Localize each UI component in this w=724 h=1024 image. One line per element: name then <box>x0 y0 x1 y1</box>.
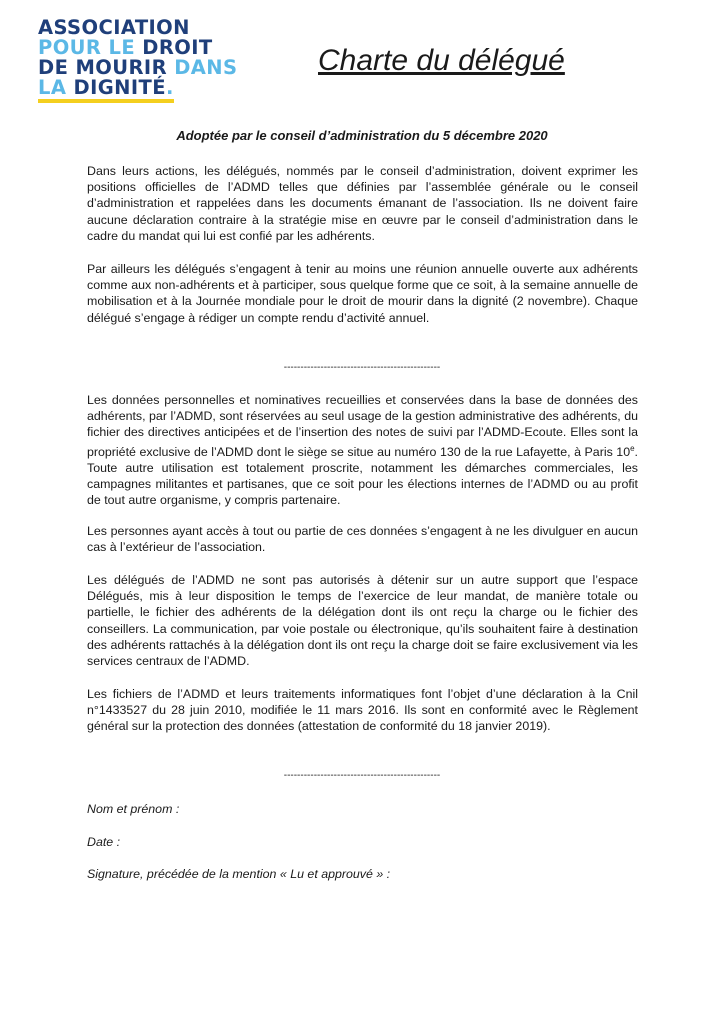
logo-underlined <box>38 76 174 103</box>
logo-line-2 <box>38 38 253 58</box>
logo-de-mourir: DE MOURIR <box>38 56 167 79</box>
paragraph-data-access: Les personnes ayant accès à tout ou partie de ces données s’engagent à ne les divulguer en aucun cas à l’extérieur de l’association. <box>87 524 638 555</box>
logo-pour-le: POUR LE <box>38 36 136 59</box>
paragraph-commitments: Par ailleurs les délégués s’engagent à tenir au moins une réunion annuelle ouverte aux adhérents comme aux non-adhérents et à participer, sous quelque forme que ce soit, à la semaine annuelle de mobilisation et à la Journée mondiale pour le droit de mourir dans la dignité (2 novembre). Chaque délégué s’engage à rédiger un compte rendu d’activité annuel. <box>87 262 638 325</box>
logo-dignite: DIGNITÉ <box>73 76 166 99</box>
adoption-subtitle: Adoptée par le conseil d’administration du 5 décembre 2020 <box>176 128 548 143</box>
logo-droit: DROIT <box>142 36 213 59</box>
logo-line-1: ASSOCIATION <box>38 16 190 39</box>
field-name-label: Nom et prénom : <box>87 802 180 816</box>
logo-line-3 <box>38 58 253 78</box>
superscript-e: e <box>630 443 635 453</box>
separator-2: ----------------------------------------------- <box>283 770 441 781</box>
field-signature-label: Signature, précédée de la mention « Lu et approuvé » : <box>87 867 391 881</box>
logo-line-4 <box>38 78 253 98</box>
paragraph-personal-data-part2: . Toute autre utilisation est totalement proscrite, notamment les démarches commerciales, les campagnes militantes et partisanes, que ce soit pour les élections internes de l’ADMD ou au profit de tout autre organisme, y compris partenaire. <box>87 444 638 508</box>
paragraph-personal-data-part1: Les données personnelles et nominatives recueillies et conservées dans la base de données des adhérents, par l’ADMD, sont réservées au seul usage de la gestion administrative des adhérents, du fichier des directives anticipées et de l’insertion des notes de suivi par l’ADMD-Ecoute. Elles sont la propriété exclusive de l’ADMD dont le siège se situe au numéro 130 de la rue Lafayette, à Paris 10 <box>87 393 638 459</box>
admd-logo <box>38 18 253 98</box>
paragraph-cnil: Les fichiers de l’ADMD et leurs traitements informatiques font l’objet d’une déclaration à la Cnil n°1433527 du 28 juin 2010, modifiée le 11 mars 2016. Ils sont en conformité avec le Règlement général sur la protection des données (attestation de conformité du 18 janvier 2019). <box>87 687 638 734</box>
paragraph-data-storage: Les délégués de l’ADMD ne sont pas autorisés à détenir sur un autre support que l’espace Délégués, mis à leur disposition le temps de l’exercice de leur mandat, de manière totale ou partielle, le fichier des adhérents de la délégation dont ils ont reçu la charge ou le fichier des conseillers. La communication, par voie postale ou électronique, qu’ils souhaitent faire à destination des adhérents rattachés à la délégation dont ils ont reçu la charge doit se faire exclusivement via les services centraux de l’ADMD. <box>87 573 638 669</box>
logo-la: LA <box>38 76 67 99</box>
paragraph-personal-data <box>87 392 638 509</box>
logo-dot: . <box>165 76 174 99</box>
separator-1: ----------------------------------------------- <box>283 362 441 373</box>
document-title: Charte du délégué <box>318 44 565 77</box>
logo-dans: DANS <box>174 56 238 79</box>
field-date-label: Date : <box>87 835 121 849</box>
paragraph-mandate: Dans leurs actions, les délégués, nommés par le conseil d’administration, doivent exprimer les positions officielles de l’ADMD telles que définies par l’assemblée générale ou le conseil d’administration et rappelées dans les documents émanant de l’association. Ils ne doivent faire aucune déclaration contraire à la stratégie mise en œuvre par le conseil d’administration dans le cadre du mandat qui lui est confié par les adhérents. <box>87 164 638 243</box>
